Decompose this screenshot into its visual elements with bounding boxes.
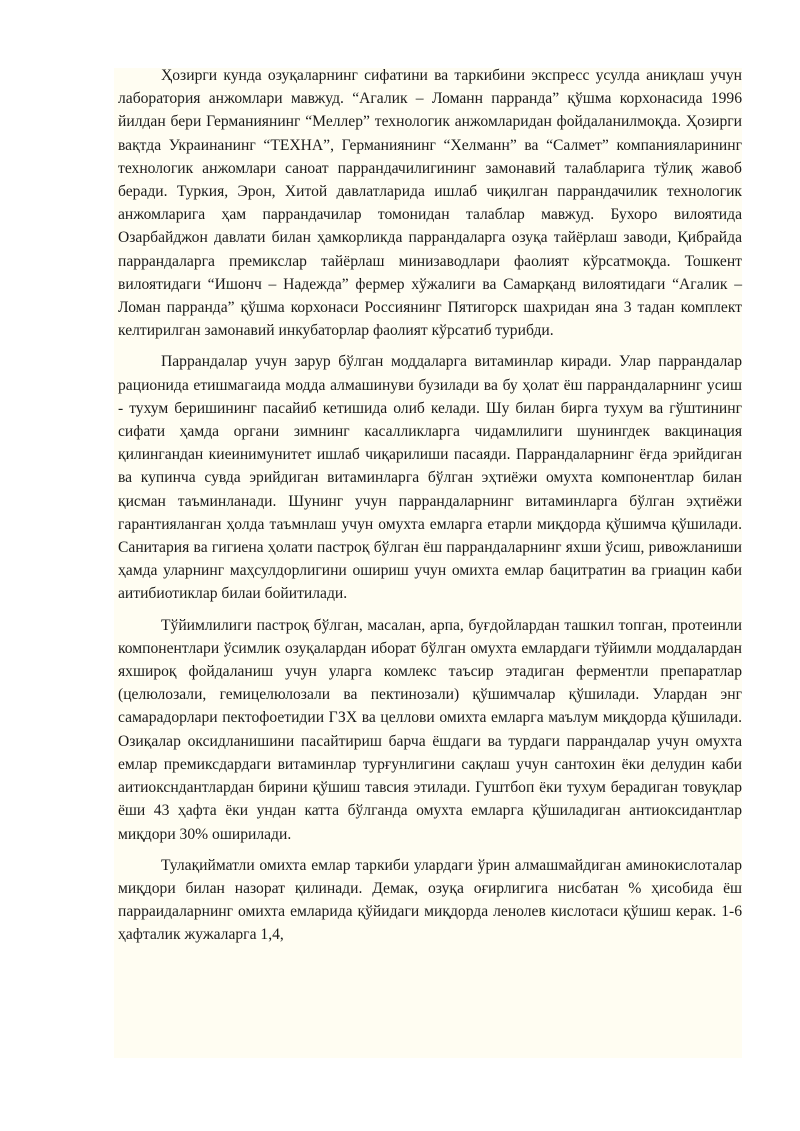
paragraph-amino-acids: Тулақийматли омихта емлар таркиби улардаги ўрин алмашмайдиган аминокислоталар миқдори билан назорат қилинади. Демак, озуқа оғирлигига нисбатан % ҳисобида ёш парраидаларнинг омихта емларида қўйидаги миқдорда ленолев кислотаси қўшиш керак. 1-6 ҳафталик жужаларга 1,4, — [118, 856, 742, 944]
paragraph-equipment: Ҳозирги кунда озуқаларнинг сифатини ва таркибини экспресс усулда аниқлаш учун лаборатория анжомлари мавжуд. “Агалик – Ломанн парранда” қўшма корхонасида 1996 йилдан бери Германиянинг “Меллер” технологик анжомларидан фойдаланилмоқда. Ҳозирги вақтда Украинанинг “ТЕХНА”, Германиянинг “Хелманн” ва “Салмет” компанияларининг технологик анжомлари саноат паррандачилигининг замонавий талабларига тўлиқ жавоб беради. Туркия, Эрон, Хитой давлатларида ишлаб чиқилган паррандачилик технологик анжомларига ҳам паррандачилар томонидан талаблар мавжуд. Бухоро вилоятида Озарбайджон давлати билан ҳамкорликда паррандаларга озуқа тайёрлаш заводи, Қибрайда паррандаларга премикслар тайёрлаш минизаводлари фаолият кўрсатмоқда. Тошкент вилоятидаги “Ишонч – Надежда” фермер хўжалиги ва Самарқанд вилоятидаги “Агалик – Ломан парранда” қўшма корхонаси Россиянинг Пятигорск шахридан яна 3 тадан комплект келтирилган замонавий инкубаторлар фаолият кўрсатиб турибди. — [118, 67, 742, 340]
paragraph-enzymes: Тўйимлилиги пастроқ бўлган, масалан, арпа, буғдойлардан ташкил топган, протеинли компонентлари ўсимлик озуқалардан иборат бўлган омухта емлардаги тўйимли моддалардан яхшироқ фойдаланиш учун уларга комлекс таъсир этадиган ферментли препаратлар (целюлозали, гемицелюлозали ва пектинозали) қўшимчалар қўшилади. Улардан энг самарадорлари пектофоетидии ГЗХ ва целлови омихта емларга маълум миқдорда қўшилади. Озиқалар оксидланишини пасайтириш барча ёшдаги ва турдаги паррандалар учун омухта емлар премиксдардаги витаминлар турғунлигини сақлаш учун сантохин ёки делудин каби аитиоксндантлардан бирини қўшиш тавсия этилади. Гуштбоп ёки тухум берадиган товуқлар ёши 43 ҳафта ёки ундан катта бўлганда омухта емларга қўшиладиган антиоксидантлар миқдори 30% оширилади. — [118, 616, 742, 843]
paragraph-vitamins: Паррандалар учун зарур бўлган моддаларга витаминлар киради. Улар паррандалар рационида етишмагаида модда алмашинуви бузилади ва бу ҳолат ёш паррандаларнинг усиш - тухум беришининг пасайиб кетишида олиб келади. Шу билан бирга тухум ва гўштининг сифати ҳамда органи зимнинг касалликларга чидамлилиги шунингдек вакцинация қилингандан киеинимунитет ишлаб чиқарилиши пасаяди. Паррандаларнинг ёғда эрийдиган ва купинча сувда эрийдиган витаминларга бўлган эҳтиёжи омухта компонентлар билан қисман таъминланади. Шунинг учун паррандаларнинг витаминларга бўлган эҳтиёжи гарантияланган ҳолда таъмнлаш учун омухта емларга етарли миқдорда қўшимча қўшилади. Санитария ва гигиена ҳолати пастроқ бўлган ёш паррандаларнинг яхши ўсиш, ривожланиши ҳамда уларнинг маҳсулдорлигини ошириш учун омихта емлар бацитратин ва гриацин каби аитибиотиклар билаи бойитилади. — [118, 353, 742, 603]
document-body — [118, 64, 742, 947]
